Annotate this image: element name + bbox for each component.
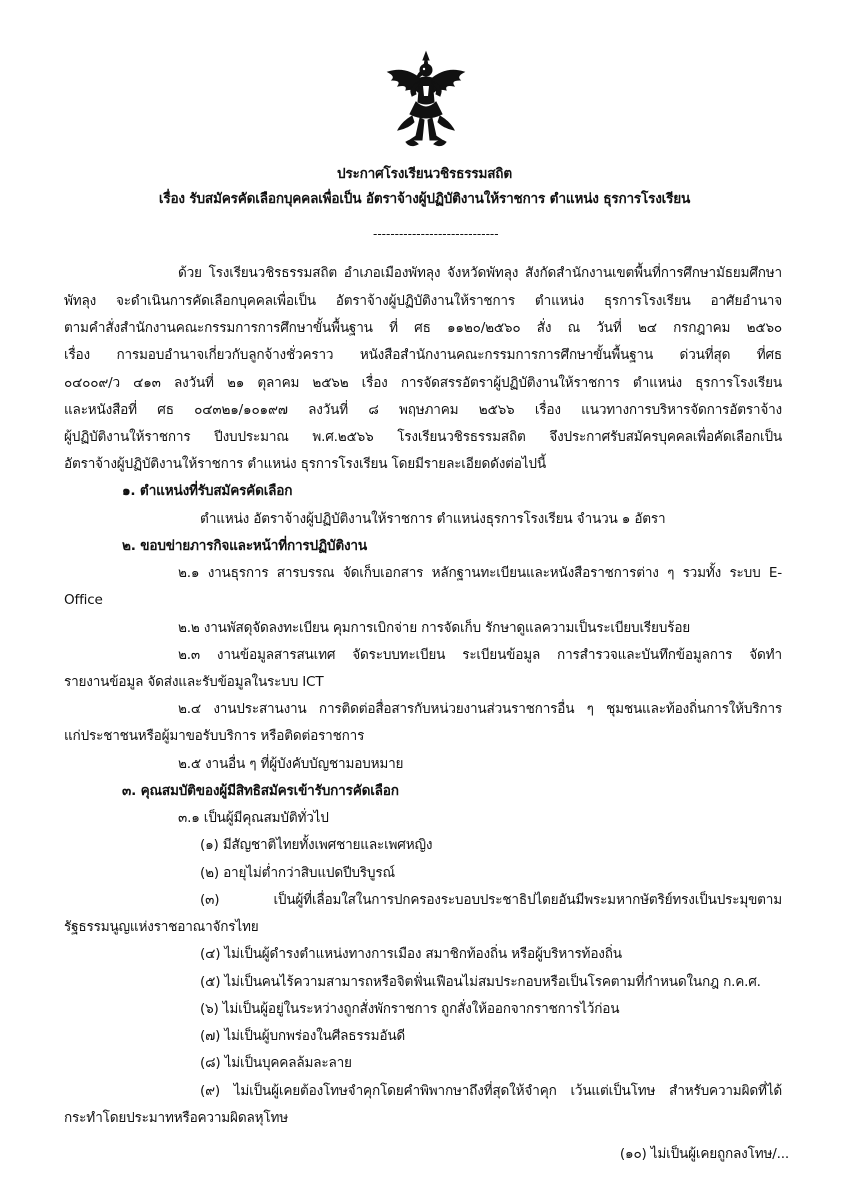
page-title: ประกาศโรงเรียนวชิรธรรมสถิต <box>337 166 512 182</box>
section-2-item-5: ๒.๕ งานอื่น ๆ ที่ผู้บังคับบัญชามอบหมาย <box>178 756 404 772</box>
qualification-9: (๙) ไม่เป็นผู้เคยต้องโทษจำคุกโดยคำพิพากษาถึงที่สุดให้จำคุก เว้นแต่เป็นโทษ สำหรับความผิดที่ได้ <box>200 1083 782 1099</box>
section-2-heading: ๒. ขอบข่ายภารกิจและหน้าที่การปฏิบัติงาน <box>122 538 367 554</box>
section-2-item-2: ๒.๒ งานพัสดุจัดลงทะเบียน คุมการเบิกจ่าย การจัดเก็บ รักษาดูแลความเป็นระเบียบเรียบร้อย <box>178 620 691 636</box>
qualification-4: (๔) ไม่เป็นผู้ดำรงตำแหน่งทางการเมือง สมาชิกท้องถิ่น หรือผู้บริหารท้องถิ่น <box>200 946 622 962</box>
intro-line-8: อัตราจ้างผู้ปฏิบัติงานให้ราชการ ตำแหน่ง ธุรการโรงเรียน โดยมีรายละเอียดดังต่อไปนี้ <box>64 456 546 472</box>
intro-line-2: พัทลุง จะดำเนินการคัดเลือกบุคคลเพื่อเป็น อัตราจ้างผู้ปฏิบัติงานให้ราชการ ตำแหน่ง ธุรการโรงเรียน อาศัยอำนาจ <box>64 293 782 309</box>
qualification-1: (๑) มีสัญชาติไทยทั้งเพศชายและเพศหญิง <box>200 837 433 853</box>
intro-line-7: ผู้ปฏิบัติงานให้ราชการ ปีงบประมาณ พ.ศ.๒๕๖๖ โรงเรียนวชิรธรรมสถิต จึงประกาศรับสมัครบุคคลเพื่อคัดเลือกเป็น <box>64 429 782 445</box>
section-2-item-4-cont: แก่ประชาชนหรือผู้มาขอรับบริการ หรือติดต่อราชการ <box>64 728 365 744</box>
page-continuation: (๑๐) ไม่เป็นผู้เคยถูกลงโทษ/... <box>619 1146 789 1162</box>
section-2-item-3-cont: รายงานข้อมูล จัดส่งและรับข้อมูลในระบบ ICT <box>64 674 324 690</box>
qualification-6: (๖) ไม่เป็นผู้อยู่ในระหว่างถูกสั่งพักราชการ ถูกสั่งให้ออกจากราชการไว้ก่อน <box>200 1001 620 1017</box>
qualification-3-cont: รัฐธรรมนูญแห่งราชอาณาจักรไทย <box>64 919 259 935</box>
qualification-8: (๘) ไม่เป็นบุคคลล้มละลาย <box>200 1055 352 1071</box>
intro-line-1: ด้วย โรงเรียนวชิรธรรมสถิต อำเภอเมืองพัทลุง จังหวัดพัทลุง สังกัดสำนักงานเขตพื้นที่การศึกษามัธยมศึกษา <box>178 265 782 281</box>
section-3-heading: ๓. คุณสมบัติของผู้มีสิทธิสมัครเข้ารับการคัดเลือก <box>122 783 399 799</box>
section-1-heading: ๑. ตำแหน่งที่รับสมัครคัดเลือก <box>122 483 293 499</box>
qualification-3: (๓) เป็นผู้ที่เลื่อมใสในการปกครองระบอบประชาธิปไตยอันมีพระมหากษัตริย์ทรงเป็นประมุขตาม <box>200 892 782 908</box>
intro-line-5: ๐๔๐๐๙/ว ๔๑๓ ลงวันที่ ๒๑ ตุลาคม ๒๕๖๒ เรื่อง การจัดสรรอัตราผู้ปฏิบัติงานให้ราชการ ตำแหน่ง ธุรการโรงเรียน <box>64 375 782 391</box>
intro-line-6: และหนังสือที่ ศธ ๐๔๓๒๑/๑๐๑๙๗ ลงวันที่ ๘ พฤษภาคม ๒๕๖๖ เรื่อง แนวทางการบริหารจัดการอัตราจ้าง <box>64 402 782 418</box>
garuda-emblem <box>382 50 470 150</box>
announcement-subject: เรื่อง รับสมัครคัดเลือกบุคคลเพื่อเป็น อัตราจ้างผู้ปฏิบัติงานให้ราชการ ตำแหน่ง ธุรการโรงเรียน <box>158 191 691 207</box>
section-1-text: ตำแหน่ง อัตราจ้างผู้ปฏิบัติงานให้ราชการ ตำแหน่งธุรการโรงเรียน จำนวน ๑ อัตรา <box>200 511 666 527</box>
qualification-7: (๗) ไม่เป็นผู้บกพร่องในศีลธรรมอันดี <box>200 1028 406 1044</box>
section-2-item-3: ๒.๓ งานข้อมูลสารสนเทศ จัดระบบทะเบียน ระเบียนข้อมูล การสำรวจและบันทึกข้อมูลการ จัดทำ <box>178 647 782 663</box>
qualification-2: (๒) อายุไม่ต่ำกว่าสิบแปดปีบริบูรณ์ <box>200 865 395 881</box>
section-3-sub-1: ๓.๑ เป็นผู้มีคุณสมบัติทั่วไป <box>178 810 329 826</box>
section-2-item-1-cont: Office <box>64 592 103 608</box>
qualification-9-cont: กระทำโดยประมาทหรือความผิดลหุโทษ <box>64 1110 288 1126</box>
section-2-item-1: ๒.๑ งานธุรการ สารบรรณ จัดเก็บเอกสาร หลักฐานทะเบียนและหนังสือราชการต่าง ๆ รวมทั้ง ระบบ E- <box>178 565 782 581</box>
qualification-5: (๕) ไม่เป็นคนไร้ความสามารถหรือจิตฟั่นเฟือนไม่สมประกอบหรือเป็นโรคตามที่กำหนดในกฎ ก.ค.ศ. <box>200 974 761 990</box>
intro-line-3: ตามคำสั่งสำนักงานคณะกรรมการการศึกษาขั้นพื้นฐาน ที่ ศธ ๑๑๒๐/๒๕๖๐ สั่ง ณ วันที่ ๒๔ กรกฎาคม ๒๕๖๐ <box>64 320 782 336</box>
intro-line-4: เรื่อง การมอบอำนาจเกี่ยวกับลูกจ้างชั่วคราว หนังสือสำนักงานคณะกรรมการการศึกษาขั้นพื้นฐาน ด่วนที่สุด ที่ศธ <box>64 347 782 363</box>
separator-line: ----------------------------- <box>373 227 499 241</box>
section-2-item-4: ๒.๔ งานประสานงาน การติดต่อสื่อสารกับหน่วยงานส่วนราชการอื่น ๆ ชุมชนและท้องถิ่นการให้บริการ <box>178 701 782 717</box>
